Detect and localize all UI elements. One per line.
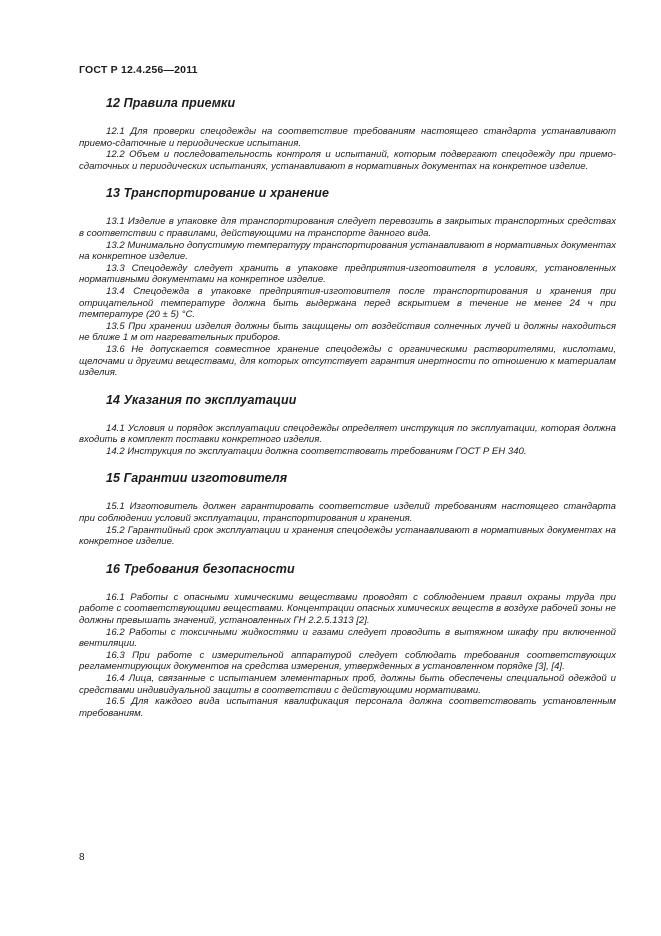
- paragraph: 13.1 Изделие в упаковке для транспортирования следует перевозить в закрытых транспортных средствах в соответствии с правилами, действующими на транспорте данного вида.: [79, 216, 616, 239]
- section-15-manufacturer-warranty: [79, 471, 616, 547]
- document-body: [79, 96, 616, 733]
- paragraph: 16.1 Работы с опасными химическими веществами проводят с соблюдением правил охраны труда при работе с соответствующими веществами. Концентрации опасных химических веществ в воздухе рабочей зоны не должны превышать значений, установленных ГН 2.2.5.1313 [2].: [79, 591, 616, 627]
- section-title: 15 Гарантии изготовителя: [106, 471, 288, 486]
- paragraph: 12.1 Для проверки спецодежды на соответствие требованиям настоящего стандарта устанавливают приемо-сдаточные и периодические испытания.: [79, 126, 616, 149]
- paragraph: 16.2 Работы с токсичными жидкостями и газами следует проводить в вытяжном шкафу при включенной вентиляции.: [79, 626, 616, 650]
- paragraph: 13.6 Не допускается совместное хранение спецодежды с органическими растворителями, кислотами, щелочами и другими веществами, для которых отсутствует гарантия инертности по отношению к материалам изделия.: [79, 343, 616, 379]
- section-12-acceptance-rules: [79, 96, 616, 172]
- section-title: 12 Правила приемки: [106, 96, 236, 110]
- paragraph: 15.1 Изготовитель должен гарантировать соответствие изделий требованиям настоящего стандарта при соблюдении условий эксплуатации, транспортирования и хранения.: [79, 501, 616, 525]
- paragraph: 14.2 Инструкция по эксплуатации должна соответствовать требованиям ГОСТ Р ЕН 340.: [106, 445, 527, 457]
- paragraph: 13.5 При хранении изделия должны быть защищены от воздействия солнечных лучей и должны находиться не ближе 1 м от нагревательных приборов.: [79, 320, 616, 344]
- paragraph: 13.4 Спецодежда в упаковке предприятия-изготовителя после транспортирования и хранения при отрицательной температуре должна быть выдержана перед вскрытием в течение не менее 24 ч при температуре (20 ± 5) °С.: [79, 285, 616, 321]
- paragraph: 16.3 При работе с измерительной аппаратурой следует соблюдать требования соответствующих регламентирующих документов на средства измерения, утвержденных в установленном порядке [3], [4].: [79, 649, 616, 673]
- paragraph: 12.2 Объем и последовательность контроля и испытаний, которым подвергают спецодежду при приемо-сдаточных и периодических испытаниях, устанавливают в нормативных документах на конкретное изделие.: [79, 149, 616, 172]
- section-title: 13 Транспортирование и хранение: [106, 186, 330, 201]
- paragraph: 13.2 Минимально допустимую температуру транспортирования устанавливают в нормативных документах на конкретное изделие.: [79, 239, 616, 263]
- section-14-operating-instructions: [79, 393, 616, 458]
- paragraph: 16.4 Лица, связанные с испытанием элементарных проб, должны быть обеспечены специальной одеждой и средствами индивидуальной защиты в соответствии с действующими нормативами.: [79, 673, 616, 696]
- section-16-safety-requirements: [79, 562, 616, 720]
- document-header: ГОСТ Р 12.4.256—2011: [79, 64, 198, 76]
- paragraph: 15.2 Гарантийный срок эксплуатации и хранения спецодежды устанавливают в нормативных документах на конкретное изделие.: [79, 524, 616, 548]
- section-13-transport-storage: [79, 186, 616, 378]
- section-title: 16 Требования безопасности: [106, 561, 295, 576]
- section-title: 14 Указания по эксплуатации: [106, 392, 297, 407]
- paragraph: 16.5 Для каждого вида испытания квалификация персонала должна соответствовать установленным требованиям.: [79, 696, 616, 719]
- paragraph: 13.3 Спецодежду следует хранить в упаковке предприятия-изготовителя в условиях, установленных нормативными документами на конкретное изделие.: [79, 262, 616, 286]
- page-number: 8: [79, 852, 85, 863]
- paragraph: 14.1 Условия и порядок эксплуатации спецодежды определяет инструкция по эксплуатации, которая должна входить в комплект поставки конкретного изделия.: [79, 422, 616, 446]
